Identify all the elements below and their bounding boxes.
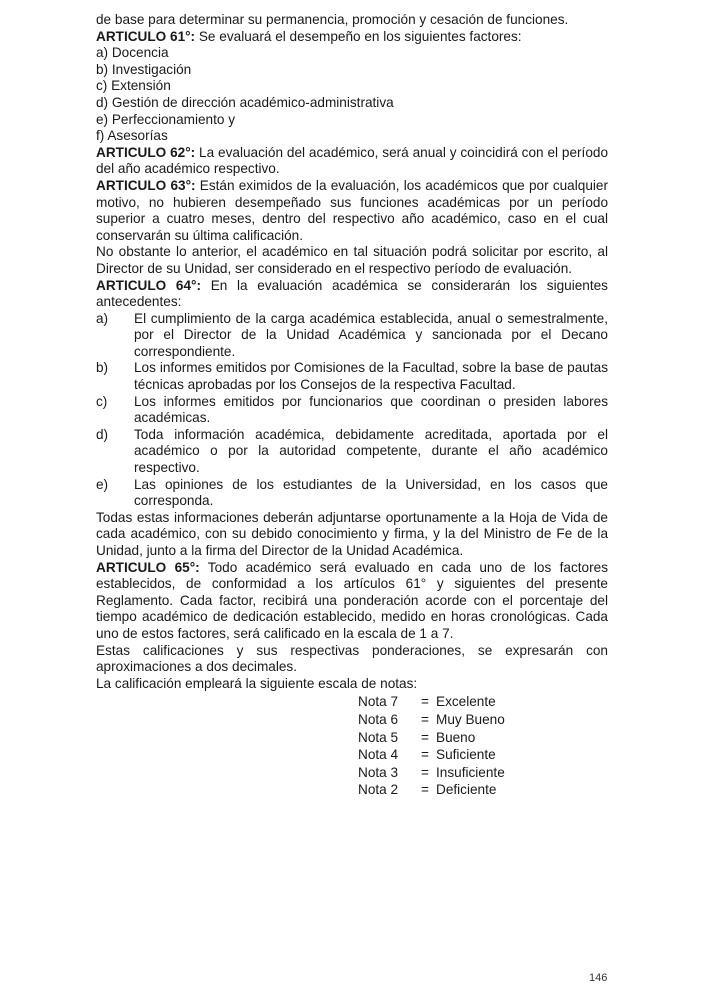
intro-paragraph: de base para determinar su permanencia, promoción y cesación de funciones. [96, 12, 569, 27]
antecedent-item [96, 360, 608, 393]
grade-label: Muy Bueno [436, 711, 505, 727]
item-marker: c) [96, 393, 108, 409]
antecedent-item [96, 394, 608, 427]
item-text: El cumplimiento de la carga académica establecida, anual o semestralmente, por el Director de la Unidad Académica y sancionada por el Decano correspondiente. [134, 310, 608, 359]
item-marker: b) [96, 360, 109, 376]
article-64-list [96, 311, 608, 510]
antecedent-item [96, 311, 608, 361]
article-62-heading: ARTICULO 62°: [96, 144, 196, 160]
factor-item: f) Asesorías [96, 128, 168, 144]
article-63 [96, 178, 608, 244]
article-62-text: La evaluación del académico, será anual y coincidirá con el período del año académico respectivo. [96, 144, 609, 177]
grade-nota: Nota 3 [358, 764, 399, 780]
article-63-paragraph-2: No obstante lo anterior, el académico en tal situación podrá solicitar por escrito, al Director de su Unidad, ser considerado en el respectivo período de evaluación. [96, 244, 608, 276]
factor-item: e) Perfeccionamiento y [96, 111, 236, 127]
article-61-text: Se evaluará el desempeño en los siguientes factores: [195, 28, 522, 44]
article-64-closing: Todas estas informaciones deberán adjuntarse oportunamente a la Hoja de Vida de cada académico, con su debido conocimiento y firma, y la del Ministro de Fe de la Unidad, junto a la firma del Director de la Unidad Académica. [96, 509, 608, 558]
grade-row [358, 781, 608, 799]
grade-label: Suficiente [436, 747, 496, 763]
article-65-heading: ARTICULO 65°: [96, 559, 200, 575]
factor-item: a) Docencia [96, 45, 169, 61]
grade-label: Insuficiente [436, 764, 505, 780]
grade-label: Excelente [436, 694, 496, 710]
item-marker: d) [96, 426, 109, 442]
grade-nota: Nota 6 [358, 711, 399, 727]
article-65-paragraph-2: Estas calificaciones y sus respectivas ponderaciones, se expresarán con aproximaciones a dos decimales. [96, 642, 608, 675]
article-65 [96, 560, 608, 643]
grade-label: Bueno [436, 729, 476, 745]
grade-label: Deficiente [436, 782, 497, 798]
grade-nota: Nota 4 [358, 747, 399, 763]
article-62 [96, 145, 608, 178]
grade-row [358, 729, 608, 747]
grade-row [358, 693, 608, 711]
article-65-text: Todo académico será evaluado en cada uno de los factores establecidos, de conformidad a los artículos 61° y siguientes del presente Reglamento. Cada factor, recibirá una ponderación acorde con el porcentaje del tiempo académico de dedicación establecido, medido en horas cronológicas. Cada uno de estos factores, será calificado en la escala de 1 a 7. [96, 559, 608, 641]
item-text: Toda información académica, debidamente acreditada, aportada por el académico o por la autoridad competente, durante el año académico respectivo. [134, 426, 608, 476]
article-61 [96, 29, 608, 46]
item-text: Los informes emitidos por Comisiones de la Facultad, sobre la base de pautas técnicas aprobadas por los Consejos de la respectiva Facultad. [134, 360, 608, 393]
article-64-text: En la evaluación académica se considerarán los siguientes antecedentes: [96, 277, 608, 310]
factor-item: d) Gestión de dirección académico-administrativa [96, 94, 394, 110]
article-61-heading: ARTICULO 61°: [96, 28, 196, 44]
grade-scale [358, 693, 608, 799]
item-marker: a) [96, 310, 109, 326]
item-text: Las opiniones de los estudiantes de la Universidad, en los casos que corresponda. [134, 476, 608, 509]
grade-nota: Nota 5 [358, 729, 399, 745]
grade-nota: Nota 7 [358, 694, 399, 710]
page-number: 146 [589, 972, 608, 984]
antecedent-item [96, 427, 608, 477]
article-64 [96, 278, 608, 311]
grade-equals: = [421, 747, 429, 763]
document-body [96, 12, 608, 799]
grade-row [358, 746, 608, 764]
grade-equals: = [421, 782, 429, 798]
article-65-paragraph-3: La calificación empleará la siguiente escala de notas: [96, 675, 418, 691]
grade-equals: = [421, 711, 429, 727]
grade-nota: Nota 2 [358, 782, 399, 798]
antecedent-item [96, 477, 608, 510]
grade-equals: = [421, 729, 429, 745]
article-63-heading: ARTICULO 63°: [96, 177, 196, 193]
item-marker: e) [96, 476, 109, 492]
grade-equals: = [421, 694, 429, 710]
article-64-heading: ARTICULO 64°: [96, 277, 201, 293]
item-text: Los informes emitidos por funcionarios que coordinan o presiden labores académicas. [134, 393, 608, 426]
grade-row [358, 764, 608, 782]
factor-item: c) Extensión [96, 78, 171, 94]
grade-equals: = [421, 764, 429, 780]
grade-row [358, 711, 608, 729]
article-61-list [96, 45, 608, 145]
article-63-text: Están eximidos de la evaluación, los académicos que por cualquier motivo, no hubieren desempeñado sus funciones académicas por un período superior a cuatro meses, dentro del respectivo año académico, caso en el cual conservarán su última calificación. [96, 177, 608, 243]
factor-item: b) Investigación [96, 61, 192, 77]
